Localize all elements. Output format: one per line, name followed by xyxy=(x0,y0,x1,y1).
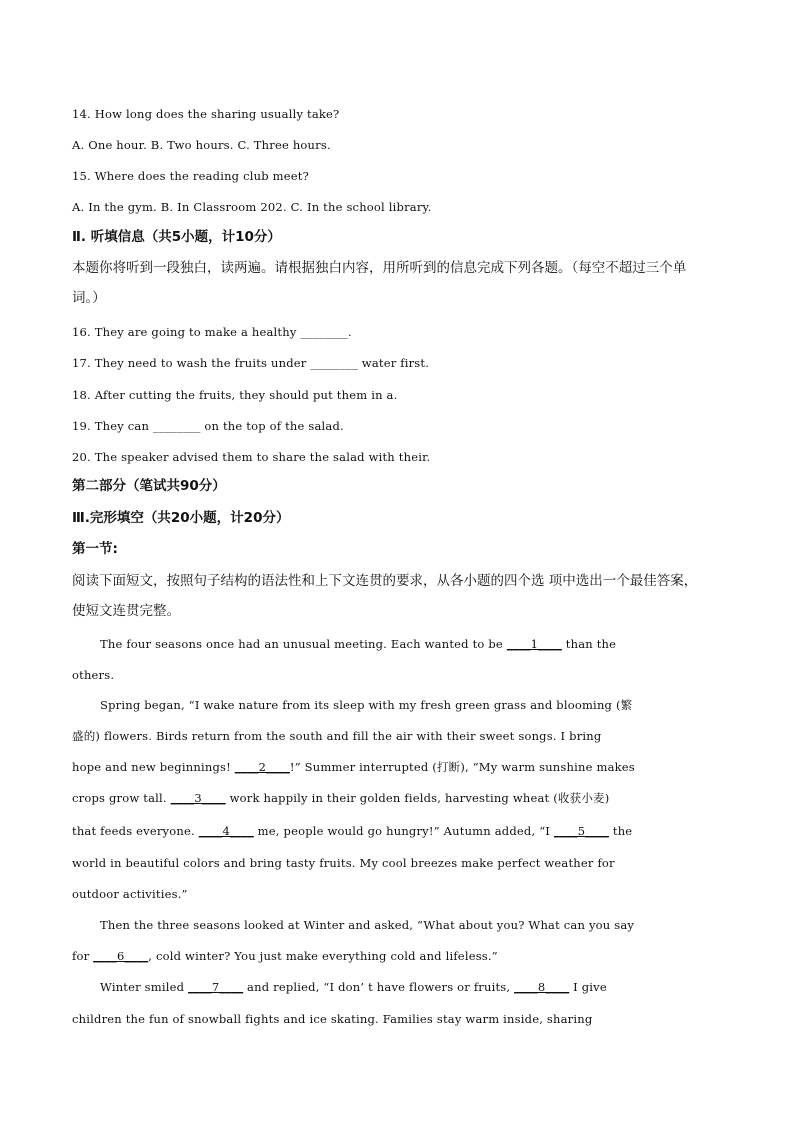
question-20: 20. The speaker advised them to share the salad with their. xyxy=(72,450,431,464)
passage-paragraph-2-line-6: world in beautiful colors and bring tasty fruits. My cool breezes make perfect weather for xyxy=(72,856,615,870)
question-18: 18. After cutting the fruits, they should put them in a. xyxy=(72,388,398,402)
question-19: 19. They can ________ on the top of the salad. xyxy=(72,419,344,433)
blank-7: ____7____ xyxy=(188,980,244,994)
blank-1: ____1____ xyxy=(506,637,562,651)
passage-paragraph-4-line-2: children the fun of snowball fights and ice skating. Families stay warm inside, sharing xyxy=(72,1012,593,1026)
question-14: 14. How long does the sharing usually take? xyxy=(72,107,340,121)
section-2-instructions-line-2: 词。） xyxy=(72,290,106,306)
blank-4: ____4____ xyxy=(198,824,254,838)
question-15: 15. Where does the reading club meet? xyxy=(72,169,309,183)
blank-3: ____3____ xyxy=(170,791,226,805)
passage-paragraph-2-line-2: 盛的) flowers. Birds return from the south and fill the air with their sweet songs. I bring xyxy=(72,729,602,743)
section-3-title: Ⅲ.完形填空（共20小题，计20分） xyxy=(72,510,290,526)
blank-8: ____8____ xyxy=(514,980,570,994)
passage-paragraph-2-line-3: hope and new beginnings! ____2____!” Summer interrupted (打断), “My warm sunshine makes xyxy=(72,760,635,774)
passage-paragraph-2-line-1: Spring began, “I wake nature from its sleep with my fresh green grass and blooming (繁 xyxy=(100,698,633,712)
passage-paragraph-4-line-1: Winter smiled ____7____ and replied, “I don’ t have flowers or fruits, ____8____ I give xyxy=(100,980,607,994)
blank-2: ____2____ xyxy=(234,760,290,774)
question-17: 17. They need to wash the fruits under ________ water first. xyxy=(72,356,430,370)
question-14-options: A. One hour. B. Two hours. C. Three hours. xyxy=(72,138,331,152)
part-2-title: 第二部分（笔试共90分） xyxy=(72,478,226,494)
section-3-instructions-line-1: 阅读下面短文，按照句子结构的语法性和上下文连贯的要求，从各小题的四个选 项中选出一个最佳答案， xyxy=(72,573,698,589)
section-2-title: Ⅱ. 听填信息（共5小题，计10分） xyxy=(72,229,281,245)
passage-paragraph-2-line-7: outdoor activities.” xyxy=(72,887,188,901)
section-3-instructions-line-2: 使短文连贯完整。 xyxy=(72,603,180,619)
passage-paragraph-2-line-4: crops grow tall. ____3____ work happily in their golden fields, harvesting wheat (收获小麦) xyxy=(72,791,610,805)
passage-paragraph-3-line-1: Then the three seasons looked at Winter and asked, “What about you? What can you say xyxy=(100,918,635,932)
blank-5: ____5____ xyxy=(553,824,610,838)
section-3-subtitle: 第一节: xyxy=(72,541,118,557)
blank-6: ____6____ xyxy=(93,949,149,963)
passage-paragraph-3-line-2: for ____6____, cold winter? You just make everything cold and lifeless.” xyxy=(72,949,498,963)
passage-paragraph-1-line-1: The four seasons once had an unusual meeting. Each wanted to be ____1____ than the xyxy=(100,637,617,651)
question-15-options: A. In the gym. B. In Classroom 202. C. In the school library. xyxy=(72,200,432,214)
question-16: 16. They are going to make a healthy ________. xyxy=(72,325,352,339)
section-2-instructions-line-1: 本题你将听到一段独白，读两遍。请根据独白内容，用所听到的信息完成下列各题。（每空不超过三个单 xyxy=(72,260,687,276)
passage-paragraph-1-line-2: others. xyxy=(72,668,115,682)
passage-paragraph-2-line-5: that feeds everyone. ____4____ me, people would go hungry!” Autumn added, “I ____5____ the xyxy=(72,824,633,838)
